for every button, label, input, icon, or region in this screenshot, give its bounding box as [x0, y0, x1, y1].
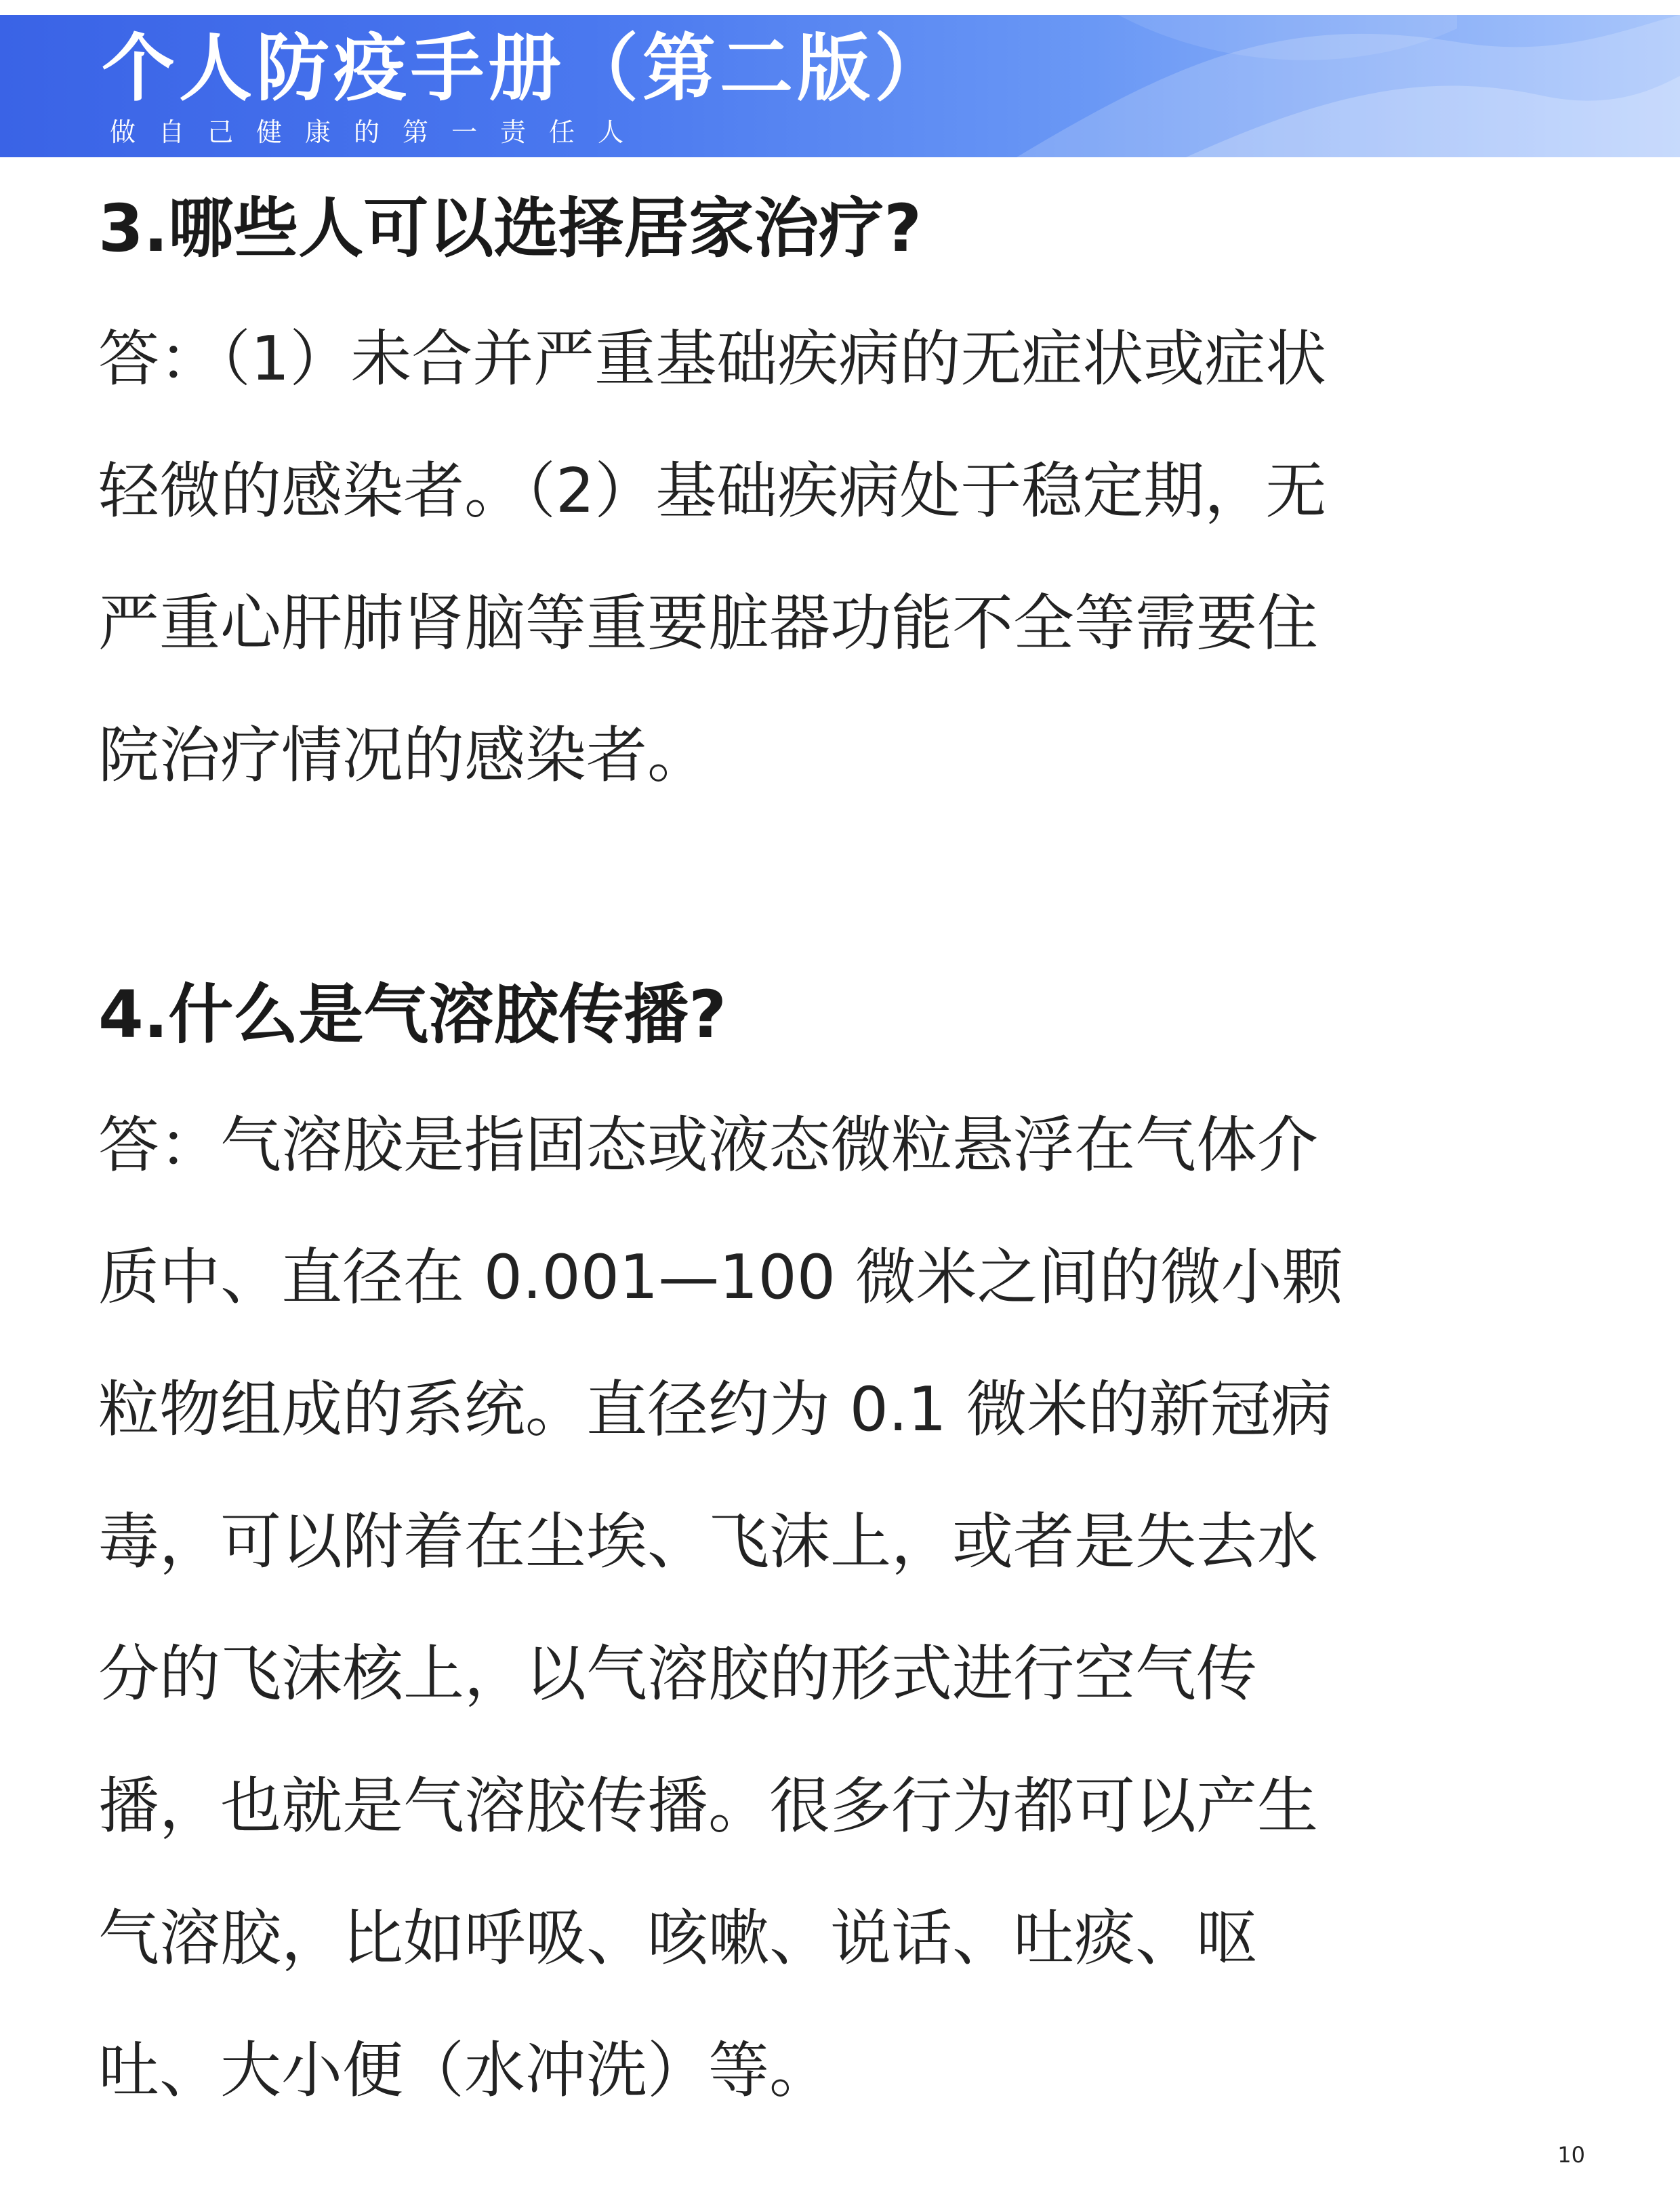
- answer-line: 气溶胶，比如呼吸、咳嗽、说话、吐痰、呕: [98, 1903, 1257, 1974]
- document-body: [98, 178, 1589, 2137]
- answer-line: 粒物组成的系统。直径约为 0.1 微米的新冠病: [98, 1374, 1332, 1445]
- answer-line: 院治疗情况的感染者。: [98, 720, 708, 791]
- answer-line: 轻微的感染者。（2）基础疾病处于稳定期，无: [98, 456, 1327, 527]
- header-banner: [0, 15, 1680, 157]
- question-heading: 3.哪些人可以选择居家治疗?: [98, 190, 922, 266]
- answer-paragraph: [98, 1079, 1589, 2137]
- page-number: 10: [1557, 2142, 1585, 2168]
- answer-line: 分的飞沫核上，以气溶胶的形式进行空气传: [98, 1638, 1257, 1710]
- answer-line: 答：气溶胶是指固态或液态微粒悬浮在气体介: [98, 1110, 1318, 1181]
- banner-subtitle: 做自己健康的第一责任人: [110, 117, 647, 147]
- banner-title: 个人防疫手册（第二版）: [102, 26, 952, 111]
- answer-line: 质中、直径在 0.001—100 微米之间的微小颗: [98, 1242, 1343, 1313]
- answer-line: 答：（1）未合并严重基础疾病的无症状或症状: [98, 323, 1327, 395]
- question-section-3: [98, 178, 1589, 822]
- answer-paragraph: [98, 293, 1589, 822]
- answer-line: 毒，可以附着在尘埃、飞沫上，或者是失去水: [98, 1506, 1318, 1577]
- section-spacer: [98, 822, 1589, 964]
- answer-line: 播，也就是气溶胶传播。很多行为都可以产生: [98, 1771, 1318, 1842]
- question-heading: 4.什么是气溶胶传播?: [98, 977, 726, 1053]
- question-section-4: [98, 964, 1589, 2137]
- answer-line: 吐、大小便（水冲洗）等。: [98, 2035, 830, 2106]
- answer-line: 严重心肝肺肾脑等重要脏器功能不全等需要住: [98, 588, 1318, 659]
